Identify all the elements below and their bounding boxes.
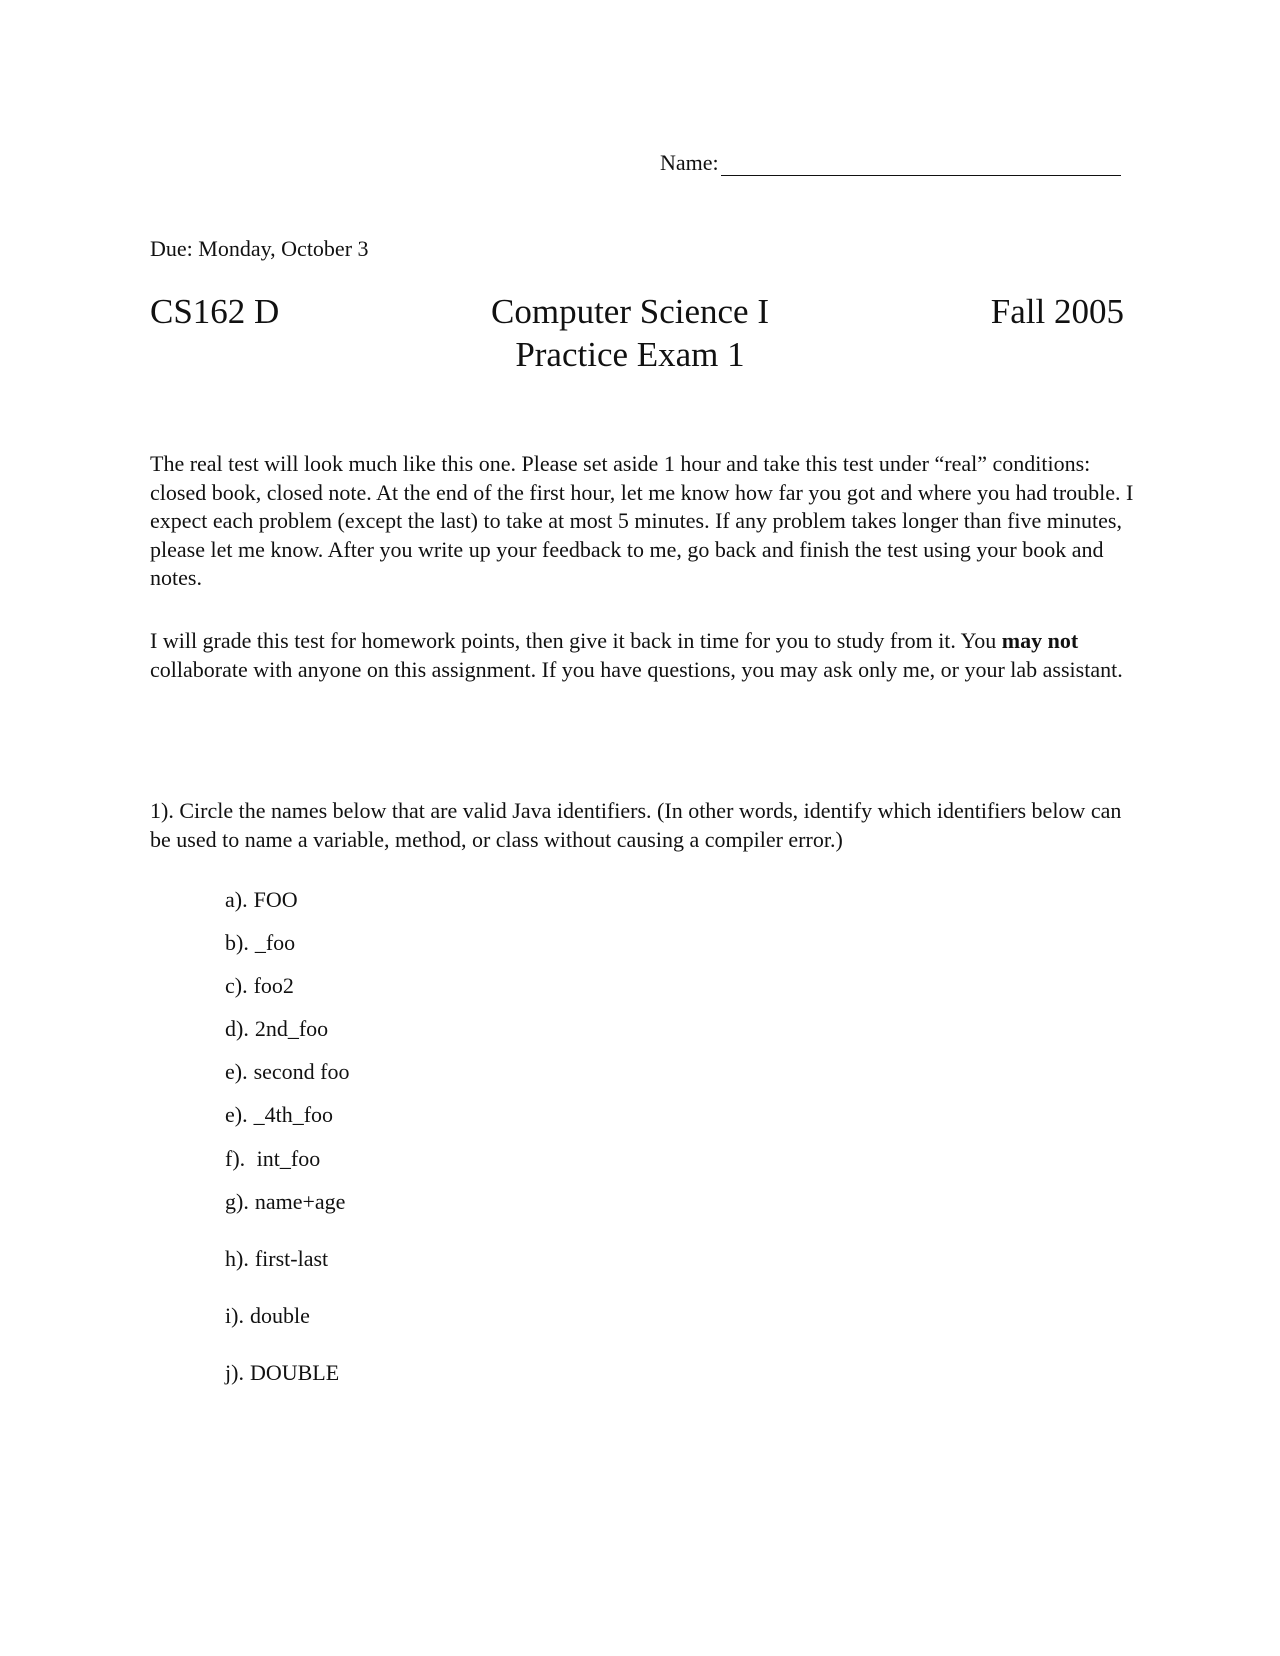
paragraph-2-bold-text: may not (1001, 628, 1079, 653)
name-label: Name: (660, 150, 719, 175)
choice-text: foo2 (253, 973, 294, 998)
instructions-paragraph-2 (150, 627, 1140, 684)
term: Fall 2005 (990, 292, 1124, 331)
choice-text: double (249, 1303, 310, 1328)
choice-label: a). (225, 887, 248, 912)
exam-title: Practice Exam 1 (515, 335, 745, 374)
choice-text: name+age (254, 1189, 346, 1214)
choice-text: _4th_foo (253, 1102, 334, 1127)
course-title: Computer Science I (491, 292, 769, 331)
choice-text: FOO (253, 887, 298, 912)
choice-d[interactable] (225, 1016, 328, 1042)
paragraph-2-text-end: collaborate with anyone on this assignment. If you have questions, you may ask only me, or your lab assistant. (150, 656, 1123, 682)
choice-text: first-last (254, 1246, 329, 1271)
choice-f[interactable] (225, 1146, 320, 1172)
due-date: Due: Monday, October 3 (150, 236, 369, 261)
choice-j[interactable] (225, 1360, 339, 1386)
choice-i[interactable] (225, 1303, 310, 1329)
choice-b[interactable] (225, 930, 295, 956)
choice-label: g). (225, 1189, 249, 1214)
choice-label: f). (225, 1146, 246, 1171)
choice-text: int_foo (251, 1146, 321, 1171)
instructions-paragraph-1: The real test will look much like this one. Please set aside 1 hour and take this test under “real” conditions: closed book, closed note. At the end of the first hour, let me know how far you got and where you had trouble. I expect each problem (except the last) to take at most 5 minutes. If any problem takes longer than five minutes, please let me know. After you write up your feedback to me, go back and finish the test using your book and notes. (150, 451, 1134, 591)
choice-label: i). (225, 1303, 244, 1328)
choice-text: _foo (254, 930, 296, 955)
choice-label: j). (225, 1360, 244, 1385)
choice-label: c). (225, 973, 248, 998)
choice-text: second foo (253, 1059, 350, 1084)
choice-text: DOUBLE (249, 1360, 340, 1385)
choice-g[interactable] (225, 1189, 345, 1215)
choice-a[interactable] (225, 887, 298, 913)
name-field-row (660, 150, 1121, 176)
course-code: CS162 D (150, 292, 280, 331)
choice-text: 2nd_foo (254, 1016, 329, 1041)
name-blank-line[interactable] (721, 153, 1121, 176)
choice-label: h). (225, 1246, 249, 1271)
choice-label: e). (225, 1059, 248, 1084)
choice-c[interactable] (225, 973, 294, 999)
choice-e[interactable] (225, 1059, 350, 1085)
question-1-prompt: 1). Circle the names below that are valid Java identifiers. (In other words, identify which identifiers below can be used to name a variable, method, or class without causing a compiler error.) (150, 798, 1122, 852)
choice-label: d). (225, 1016, 249, 1041)
choice-label: e). (225, 1102, 248, 1127)
choice-label: b). (225, 930, 249, 955)
choice-e-second[interactable] (225, 1102, 333, 1128)
choice-h[interactable] (225, 1246, 328, 1272)
paragraph-2-text-start: I will grade this test for homework points, then give it back in time for you to study from it. You (150, 628, 1002, 653)
